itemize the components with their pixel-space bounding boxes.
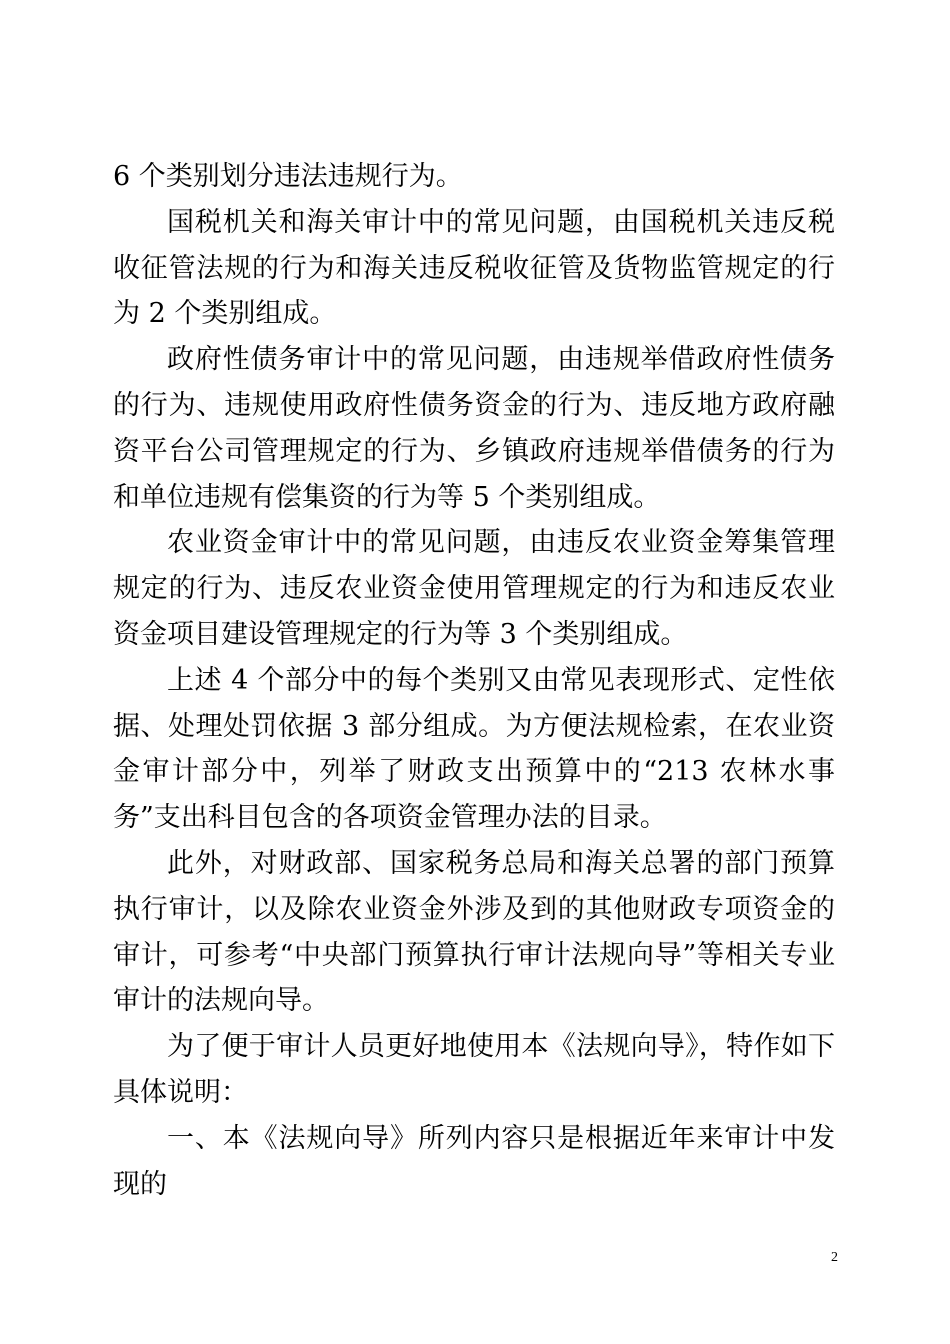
paragraph-tax-customs-audit: 国税机关和海关审计中的常见问题，由国税机关违反税收征管法规的行为和海关违反税收征管及货物监管规定的行为 2 个类别组成。 — [113, 206, 835, 330]
paragraph-agricultural-funds-audit: 农业资金审计中的常见问题，由违反农业资金筹集管理规定的行为、违反农业资金使用管理规定的行为和违反农业资金项目建设管理规定的行为等 3 个类别组成。 — [113, 527, 835, 650]
paragraph-continuation: 6 个类别划分违法违规行为。 — [113, 161, 463, 192]
paragraph-category-composition: 上述 4 个部分中的每个类别又由常见表现形式、定性依据、处理处罚依据 3 部分组成。为方便法规检索，在农业资金审计部分中，列举了财政支出预算中的“213 农林水事务”支出科目包含的各项资金管理办法的目录。 — [113, 664, 835, 834]
paragraph-government-debt-audit: 政府性债务审计中的常见问题，由违规举借政府性债务的行为、违规使用政府性债务资金的行为、违反地方政府融资平台公司管理规定的行为、乡镇政府违规举借债务的行为和单位违规有偿集资的行为等 5 个类别组成。 — [113, 344, 835, 513]
paragraph-usage-intro: 为了便于审计人员更好地使用本《法规向导》，特作如下具体说明： — [113, 1031, 835, 1108]
page-number: 2 — [831, 1250, 838, 1265]
paragraph-reference-guides: 此外，对财政部、国家税务总局和海关总署的部门预算执行审计，以及除农业资金外涉及到的其他财政专项资金的审计，可参考“中央部门预算执行审计法规向导”等相关专业审计的法规向导。 — [113, 847, 835, 1017]
paragraph-note-one: 一、本《法规向导》所列内容只是根据近年来审计中发现的 — [113, 1122, 835, 1200]
document-body — [113, 154, 835, 1207]
